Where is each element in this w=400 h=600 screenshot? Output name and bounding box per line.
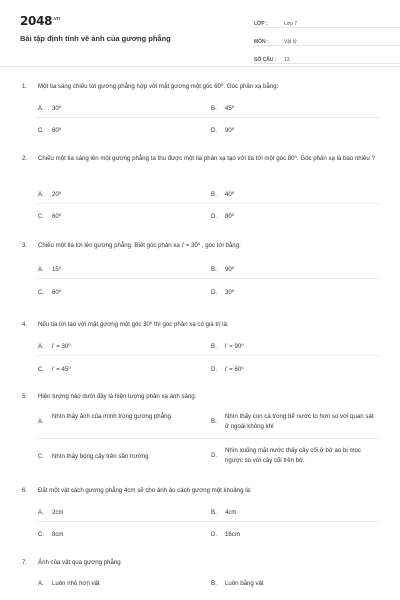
site-logo[interactable]: $2048^{.vn}$ (20, 14, 61, 28)
option-c[interactable]: C. 60⁰ (38, 289, 62, 296)
header-divider (0, 66, 400, 67)
meta-subject: MÔN : Vật lý (254, 32, 400, 46)
option-a[interactable]: A. 30⁰ (38, 105, 62, 112)
divider (36, 117, 381, 118)
option-b[interactable]: B. Nhìn thấy con cá trong bể nước to hơn so với quan sát ở ngoài không khí (211, 413, 374, 430)
option-d[interactable]: D. 80⁰ (211, 213, 235, 220)
option-d[interactable]: D. 30⁰ (211, 289, 235, 296)
divider (36, 355, 381, 356)
option-c[interactable]: C. 60⁰ (38, 213, 62, 220)
option-c[interactable]: C. 8cm (38, 531, 64, 538)
meta-info (254, 14, 400, 68)
option-c[interactable]: C. Nhìn thấy bóng cây trên sân trường (38, 453, 149, 460)
page-title: Bài tập định tính về ảnh của gương phẳng (20, 34, 171, 43)
option-b[interactable]: B. 40⁰ (211, 191, 235, 198)
divider (36, 438, 381, 439)
option-b[interactable]: B. i' = 90⁰ (211, 343, 244, 350)
divider (36, 278, 381, 279)
option-d[interactable]: D. Nhìn xuống mặt nước thấy cây cối ở bờ ao bị mọc ngược so với cây cối trên bờ. (211, 447, 361, 464)
option-a[interactable]: A. 2cm (38, 509, 64, 516)
option-a[interactable]: A. Luôn nhỏ hơn vật (38, 580, 100, 587)
option-c[interactable]: C. 60⁰ (38, 127, 62, 134)
option-b[interactable]: B. 4cm (211, 509, 237, 516)
question-text: 7. Ảnh của vật qua gương phẳng (22, 559, 121, 566)
option-d[interactable]: D. 90⁰ (211, 127, 235, 134)
question-text: 1. Một tia sáng chiếu tới gương phẳng hợp với mặt gương một góc 60⁰. Góc phản xạ bằng: (22, 83, 279, 90)
header (20, 12, 380, 62)
option-b[interactable]: B. 45⁰ (211, 105, 235, 112)
option-b[interactable]: B. Luôn bằng vật (211, 580, 264, 587)
option-c[interactable]: C. i' = 45⁰ (38, 366, 71, 373)
divider (36, 521, 381, 522)
question-text: 6. Đặt một vật cách gương phẳng 4cm sẽ cho ảnh ảo cách gương một khoảng là: (22, 487, 252, 494)
question-text: 2. Chiếu một tia sáng lên một gương phẳng ta thu được một tia phản xạ tạo với tia tới một góc 80⁰. Góc phản xạ là bao nhiêu ? (22, 155, 375, 162)
option-d[interactable]: D. i' = 60⁰ (211, 366, 244, 373)
question-text: 5. Hiện tượng nào dưới đây là hiện tượng phản xạ ánh sáng: (22, 393, 197, 400)
option-b[interactable]: B. 90⁰ (211, 266, 235, 273)
divider (36, 203, 381, 204)
meta-class: LỚP : Lớp 7 (254, 14, 400, 28)
option-a[interactable]: A. Nhìn thấy ảnh của mình trong gương phẳng (38, 413, 171, 425)
question-text: 4. Nếu tia tới tạo với mặt gương một góc 30⁰ thì góc phản xạ có giá trị là: (22, 321, 229, 328)
question-text: 3. Chiếu một tia tới lên gương phẳng. Biết góc phản xạ i' = 30⁰ , góc tới bằng: (22, 242, 241, 249)
option-a[interactable]: A. i' = 30⁰ (38, 343, 71, 350)
option-a[interactable]: A. 15⁰ (38, 266, 62, 273)
meta-count: SỐ CÂU : 13 (254, 50, 400, 64)
option-d[interactable]: D. 16cm (211, 531, 240, 538)
option-a[interactable]: A. 20⁰ (38, 191, 62, 198)
